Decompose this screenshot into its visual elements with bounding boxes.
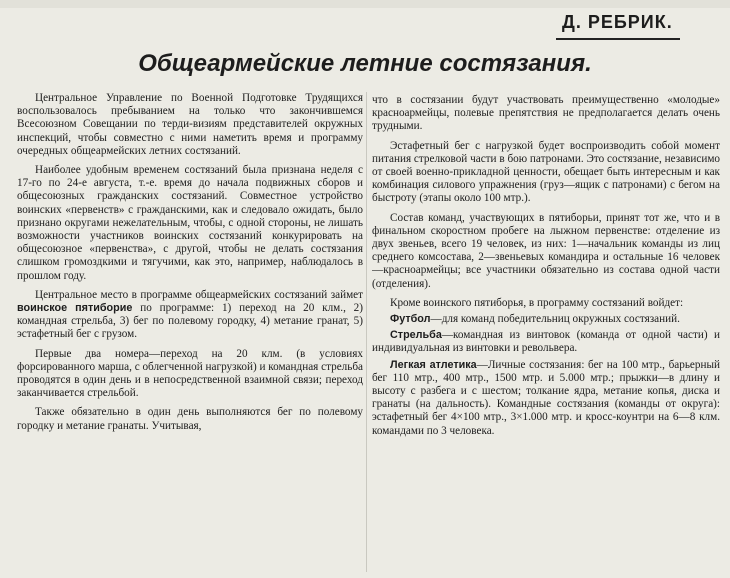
right-column — [372, 94, 720, 574]
author-name: Д. РЕБРИК. — [562, 12, 673, 32]
paragraph — [372, 329, 720, 355]
article-title: Общеармейские летние состязания. — [138, 50, 592, 77]
paragraph: Кроме воинского пятиборья, в программу состязаний войдет: — [390, 296, 684, 309]
paragraph: Состав команд, участвующих в пятиборьи, принят тот же, что и в финальном скоростном пробеге на лыжном первенстве: отделение из двух звеньев, всего 19 человек, из них: 1—начальник команды из лиц среднего комсостава, 2—звеньевых командира и остальные 16 человек—красноармейцы; все участники обязательно из состава одной части (отделения). — [372, 211, 720, 290]
bold-term: Легкая атлетика — [390, 358, 477, 371]
paragraph-text: —командная из винтовок (команда от одной части) и индивидуальная из винтовки и револьвера. — [372, 329, 720, 355]
paragraph — [17, 289, 363, 342]
paragraph: Эстафетный бег с нагрузкой будет воспроизводить собой момент питания стрелковой части в бою патронами. Это состязание, независимо от своей военно-прикладной ценности, обещает быть интересным и как комбинация силового упражнения (груз—ящик с патронами) с бегом на быстроту (этапы около 100 мтр.). — [372, 139, 720, 205]
bold-term: Стрельба — [390, 329, 442, 342]
paragraph: Также обязательно в один день выполняются бег по полевому городку и метание гранаты. Учитывая, — [17, 406, 363, 432]
paragraph: Первые два номера—переход на 20 клм. (в условиях форсированного марша, с облегченной нагрузкой) и командная стрельба проводятся в один день и в непосредственной взаимной связи; переход заканчивается стрельбой. — [17, 347, 363, 400]
column-divider — [366, 92, 367, 572]
bold-term: воинское пятиборие — [17, 302, 133, 315]
left-column — [17, 92, 363, 572]
paragraph-text: по программе: 1) переход на 20 клм., 2) командная стрельба, 3) бег по полевому городку, 4) метание гранат, 5) эстафетный бег с грузом. — [17, 302, 363, 341]
paragraph — [372, 313, 720, 326]
paragraph: Центральное Управление по Военной Подготовке Трудящихся воспользовалось пребыванием на только что закончившемся Всесоюзном Совещании по терди-визиям представителей окружных инспекций, чтобы совместно с ними наметить время и программу очередных общеармейских летних состязаний. — [17, 92, 363, 157]
author-underline — [556, 38, 680, 40]
paragraph — [372, 359, 720, 438]
paragraph-text: —Личные состязания: бег на 100 мтр., барьерный бег 110 мтр., 400 мтр., 1500 мтр. и 5.000 мтр.; прыжки—в длину и высоту с разбега и с шестом; толкание ядра, метание копья, диска и гранаты (на дальность). Командные состязания (команды от округа): эстафетный бег 4×100 мтр., 3×1.000 мтр. и кросс-коунтри на 6—8 клм. командами по 3 человека. — [372, 358, 720, 437]
paragraph: Наиболее удобным временем состязаний была признана неделя с 17-го по 24-е августа, т.-е. время до начала подвижных сборов и общесоюзных гражданских состязаний. Совместное устройство воинских «первенств» с гражданскими, как и следовало ожидать, было признано округами нежелательным, чтобы, с одной стороны, не лишать возможности участников воинских состязаний конкурировать на общесоюзное «первенства», с другой, чтобы не делать состязания слишком громоздкими и тягучими, как это, например, наблюдалось в прошлом году. — [17, 164, 363, 282]
top-edge — [0, 0, 730, 8]
paragraph: что в состязании будут участвовать преимущественно «молодые» красноармейцы, полевые препятствия не предполагается делать очень трудными. — [372, 94, 720, 133]
paragraph-text: Центральное место в программе общеармейских состязаний займет — [35, 288, 363, 301]
bold-term: Футбол — [390, 313, 431, 326]
paragraph-text: —для команд победительниц окружных состязаний. — [430, 313, 680, 326]
